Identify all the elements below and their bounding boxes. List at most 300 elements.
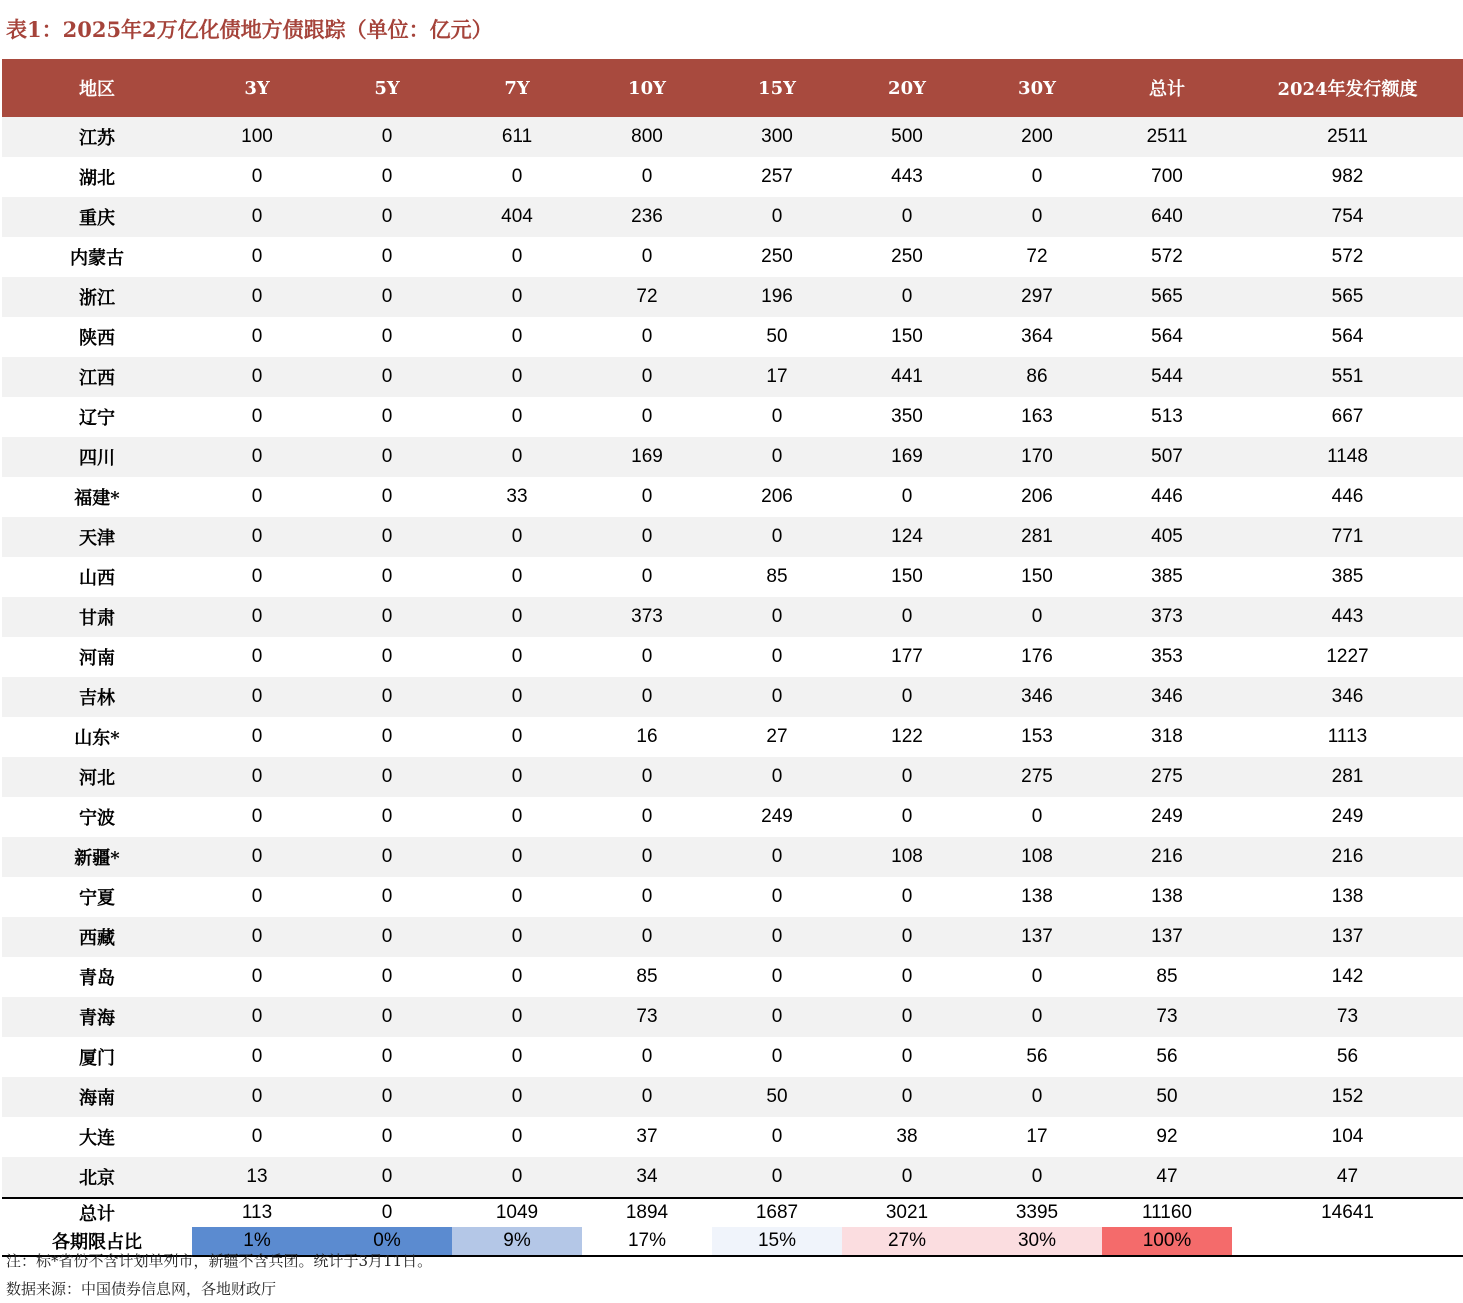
value-cell: 108 xyxy=(842,837,972,877)
value-cell: 0 xyxy=(582,837,712,877)
value-cell: 0 xyxy=(452,1157,582,1198)
value-cell: 73 xyxy=(1232,997,1463,1037)
value-cell: 0 xyxy=(582,237,712,277)
value-cell: 0 xyxy=(322,477,452,517)
value-cell: 0 xyxy=(192,757,322,797)
value-cell: 564 xyxy=(1102,317,1232,357)
value-cell: 236 xyxy=(582,197,712,237)
value-cell: 443 xyxy=(842,157,972,197)
total-cell: 3021 xyxy=(842,1198,972,1227)
value-cell: 124 xyxy=(842,517,972,557)
value-cell: 150 xyxy=(972,557,1102,597)
value-cell: 0 xyxy=(192,717,322,757)
value-cell: 137 xyxy=(972,917,1102,957)
total-cell: 11160 xyxy=(1102,1198,1232,1227)
value-cell: 170 xyxy=(972,437,1102,477)
total-row xyxy=(2,1198,1463,1227)
value-cell: 0 xyxy=(712,757,842,797)
value-cell: 1227 xyxy=(1232,637,1463,677)
value-cell: 0 xyxy=(842,877,972,917)
value-cell: 0 xyxy=(842,917,972,957)
total-cell: 1894 xyxy=(582,1198,712,1227)
value-cell: 0 xyxy=(192,1037,322,1077)
value-cell: 346 xyxy=(972,677,1102,717)
value-cell: 0 xyxy=(192,317,322,357)
value-cell: 0 xyxy=(712,1117,842,1157)
value-cell: 0 xyxy=(842,797,972,837)
value-cell: 0 xyxy=(322,877,452,917)
value-cell: 0 xyxy=(582,517,712,557)
value-cell: 0 xyxy=(452,597,582,637)
share-cell: 30% xyxy=(972,1227,1102,1256)
value-cell: 0 xyxy=(192,837,322,877)
value-cell: 0 xyxy=(452,357,582,397)
value-cell: 0 xyxy=(842,477,972,517)
total-cell: 1049 xyxy=(452,1198,582,1227)
table-row xyxy=(2,1117,1463,1157)
value-cell: 0 xyxy=(842,1077,972,1117)
region-cell: 吉林 xyxy=(2,677,192,717)
value-cell: 108 xyxy=(972,837,1102,877)
value-cell: 56 xyxy=(1232,1037,1463,1077)
table-row xyxy=(2,837,1463,877)
value-cell: 0 xyxy=(582,477,712,517)
value-cell: 640 xyxy=(1102,197,1232,237)
value-cell: 0 xyxy=(322,517,452,557)
value-cell: 38 xyxy=(842,1117,972,1157)
value-cell: 50 xyxy=(712,317,842,357)
table-title: 表1：2025年2万亿化债地方债跟踪（单位：亿元） xyxy=(6,17,493,42)
value-cell: 1148 xyxy=(1232,437,1463,477)
value-cell: 513 xyxy=(1102,397,1232,437)
value-cell: 200 xyxy=(972,117,1102,157)
value-cell: 72 xyxy=(582,277,712,317)
value-cell: 0 xyxy=(322,677,452,717)
value-cell: 150 xyxy=(842,557,972,597)
value-cell: 0 xyxy=(452,957,582,997)
region-cell: 四川 xyxy=(2,437,192,477)
table-row xyxy=(2,517,1463,557)
table-body xyxy=(2,117,1463,1256)
value-cell: 275 xyxy=(972,757,1102,797)
value-cell: 138 xyxy=(1232,877,1463,917)
value-cell: 0 xyxy=(452,277,582,317)
region-cell: 陕西 xyxy=(2,317,192,357)
bond-tracking-table xyxy=(2,59,1463,1257)
value-cell: 0 xyxy=(842,757,972,797)
region-cell: 河北 xyxy=(2,757,192,797)
value-cell: 0 xyxy=(972,957,1102,997)
value-cell: 33 xyxy=(452,477,582,517)
value-cell: 281 xyxy=(972,517,1102,557)
value-cell: 85 xyxy=(582,957,712,997)
value-cell: 85 xyxy=(712,557,842,597)
value-cell: 47 xyxy=(1232,1157,1463,1198)
value-cell: 275 xyxy=(1102,757,1232,797)
region-cell: 江苏 xyxy=(2,117,192,157)
value-cell: 0 xyxy=(972,1157,1102,1198)
value-cell: 0 xyxy=(322,957,452,997)
value-cell: 982 xyxy=(1232,157,1463,197)
value-cell: 572 xyxy=(1232,237,1463,277)
table-row xyxy=(2,157,1463,197)
value-cell: 137 xyxy=(1232,917,1463,957)
value-cell: 0 xyxy=(192,797,322,837)
value-cell: 281 xyxy=(1232,757,1463,797)
value-cell: 216 xyxy=(1232,837,1463,877)
value-cell: 142 xyxy=(1232,957,1463,997)
value-cell: 0 xyxy=(322,797,452,837)
value-cell: 250 xyxy=(712,237,842,277)
value-cell: 0 xyxy=(452,317,582,357)
value-cell: 0 xyxy=(712,877,842,917)
value-cell: 0 xyxy=(972,997,1102,1037)
value-cell: 318 xyxy=(1102,717,1232,757)
value-cell: 565 xyxy=(1102,277,1232,317)
value-cell: 0 xyxy=(972,1077,1102,1117)
value-cell: 0 xyxy=(712,837,842,877)
value-cell: 257 xyxy=(712,157,842,197)
table-row xyxy=(2,797,1463,837)
value-cell: 0 xyxy=(712,677,842,717)
value-cell: 206 xyxy=(972,477,1102,517)
value-cell: 0 xyxy=(452,757,582,797)
column-header: 15Y xyxy=(712,59,842,117)
value-cell: 0 xyxy=(322,1037,452,1077)
share-label: 各期限占比 xyxy=(2,1227,192,1256)
value-cell: 0 xyxy=(452,1117,582,1157)
footnote: 注：标*省份不含计划单列市，新疆不含兵团。统计于3月11日。 xyxy=(6,1252,433,1270)
value-cell: 0 xyxy=(452,557,582,597)
value-cell: 300 xyxy=(712,117,842,157)
value-cell: 373 xyxy=(582,597,712,637)
region-cell: 天津 xyxy=(2,517,192,557)
value-cell: 0 xyxy=(322,277,452,317)
region-cell: 辽宁 xyxy=(2,397,192,437)
column-header: 地区 xyxy=(2,59,192,117)
value-cell: 0 xyxy=(842,1157,972,1198)
value-cell: 0 xyxy=(972,197,1102,237)
value-cell: 0 xyxy=(452,1077,582,1117)
table-row xyxy=(2,197,1463,237)
column-header: 30Y xyxy=(972,59,1102,117)
region-cell: 山西 xyxy=(2,557,192,597)
value-cell: 0 xyxy=(192,437,322,477)
value-cell: 177 xyxy=(842,637,972,677)
value-cell: 0 xyxy=(712,997,842,1037)
region-cell: 内蒙古 xyxy=(2,237,192,277)
value-cell: 50 xyxy=(712,1077,842,1117)
value-cell: 150 xyxy=(842,317,972,357)
region-cell: 西藏 xyxy=(2,917,192,957)
total-cell: 14641 xyxy=(1232,1198,1463,1227)
total-cell: 0 xyxy=(322,1198,452,1227)
total-label: 总计 xyxy=(2,1198,192,1227)
total-cell: 113 xyxy=(192,1198,322,1227)
value-cell: 0 xyxy=(322,1157,452,1198)
value-cell: 0 xyxy=(842,957,972,997)
value-cell: 0 xyxy=(192,557,322,597)
value-cell: 73 xyxy=(582,997,712,1037)
value-cell: 572 xyxy=(1102,237,1232,277)
table-row xyxy=(2,717,1463,757)
value-cell: 0 xyxy=(322,997,452,1037)
value-cell: 0 xyxy=(582,637,712,677)
table-row xyxy=(2,957,1463,997)
value-cell: 0 xyxy=(192,277,322,317)
value-cell: 353 xyxy=(1102,637,1232,677)
region-cell: 湖北 xyxy=(2,157,192,197)
column-header: 3Y xyxy=(192,59,322,117)
value-cell: 0 xyxy=(452,717,582,757)
value-cell: 0 xyxy=(192,1117,322,1157)
value-cell: 0 xyxy=(452,837,582,877)
table-row xyxy=(2,1157,1463,1198)
value-cell: 0 xyxy=(582,877,712,917)
value-cell: 0 xyxy=(582,357,712,397)
value-cell: 1113 xyxy=(1232,717,1463,757)
value-cell: 16 xyxy=(582,717,712,757)
value-cell: 0 xyxy=(712,917,842,957)
value-cell: 206 xyxy=(712,477,842,517)
value-cell: 0 xyxy=(842,277,972,317)
value-cell: 0 xyxy=(322,637,452,677)
header-row xyxy=(2,59,1463,117)
value-cell: 50 xyxy=(1102,1077,1232,1117)
region-cell: 山东* xyxy=(2,717,192,757)
value-cell: 0 xyxy=(452,677,582,717)
value-cell: 0 xyxy=(192,397,322,437)
table-row xyxy=(2,917,1463,957)
value-cell: 0 xyxy=(582,557,712,597)
table-row xyxy=(2,677,1463,717)
value-cell: 216 xyxy=(1102,837,1232,877)
value-cell: 385 xyxy=(1232,557,1463,597)
table-row xyxy=(2,477,1463,517)
region-cell: 浙江 xyxy=(2,277,192,317)
region-cell: 海南 xyxy=(2,1077,192,1117)
value-cell: 56 xyxy=(1102,1037,1232,1077)
table-header xyxy=(2,59,1463,117)
value-cell: 385 xyxy=(1102,557,1232,597)
value-cell: 0 xyxy=(582,157,712,197)
share-blank-cell xyxy=(1232,1227,1463,1256)
table-row xyxy=(2,437,1463,477)
data-source: 数据来源：中国债券信息网，各地财政厅 xyxy=(6,1280,277,1298)
value-cell: 163 xyxy=(972,397,1102,437)
region-cell: 厦门 xyxy=(2,1037,192,1077)
value-cell: 0 xyxy=(582,797,712,837)
value-cell: 0 xyxy=(842,597,972,637)
value-cell: 0 xyxy=(582,1037,712,1077)
value-cell: 0 xyxy=(712,197,842,237)
table-row xyxy=(2,277,1463,317)
value-cell: 0 xyxy=(452,997,582,1037)
value-cell: 0 xyxy=(322,397,452,437)
share-cell: 17% xyxy=(582,1227,712,1256)
value-cell: 443 xyxy=(1232,597,1463,637)
value-cell: 0 xyxy=(842,997,972,1037)
column-header: 7Y xyxy=(452,59,582,117)
value-cell: 0 xyxy=(582,757,712,797)
value-cell: 152 xyxy=(1232,1077,1463,1117)
value-cell: 500 xyxy=(842,117,972,157)
value-cell: 0 xyxy=(452,397,582,437)
region-cell: 福建* xyxy=(2,477,192,517)
value-cell: 0 xyxy=(972,597,1102,637)
value-cell: 0 xyxy=(322,317,452,357)
value-cell: 297 xyxy=(972,277,1102,317)
value-cell: 0 xyxy=(842,197,972,237)
value-cell: 250 xyxy=(842,237,972,277)
value-cell: 0 xyxy=(322,197,452,237)
column-header: 5Y xyxy=(322,59,452,117)
value-cell: 0 xyxy=(582,1077,712,1117)
value-cell: 0 xyxy=(322,597,452,637)
table-row xyxy=(2,997,1463,1037)
value-cell: 0 xyxy=(192,877,322,917)
value-cell: 0 xyxy=(322,437,452,477)
value-cell: 0 xyxy=(712,1037,842,1077)
value-cell: 0 xyxy=(712,597,842,637)
total-cell: 3395 xyxy=(972,1198,1102,1227)
table-row xyxy=(2,557,1463,597)
value-cell: 800 xyxy=(582,117,712,157)
value-cell: 0 xyxy=(842,1037,972,1077)
value-cell: 667 xyxy=(1232,397,1463,437)
value-cell: 0 xyxy=(192,1077,322,1117)
value-cell: 17 xyxy=(712,357,842,397)
share-cell: 9% xyxy=(452,1227,582,1256)
value-cell: 34 xyxy=(582,1157,712,1198)
region-cell: 重庆 xyxy=(2,197,192,237)
column-header: 10Y xyxy=(582,59,712,117)
value-cell: 13 xyxy=(192,1157,322,1198)
value-cell: 346 xyxy=(1102,677,1232,717)
value-cell: 138 xyxy=(972,877,1102,917)
value-cell: 37 xyxy=(582,1117,712,1157)
value-cell: 544 xyxy=(1102,357,1232,397)
value-cell: 405 xyxy=(1102,517,1232,557)
region-cell: 甘肃 xyxy=(2,597,192,637)
value-cell: 0 xyxy=(712,637,842,677)
value-cell: 17 xyxy=(972,1117,1102,1157)
value-cell: 73 xyxy=(1102,997,1232,1037)
value-cell: 85 xyxy=(1102,957,1232,997)
value-cell: 196 xyxy=(712,277,842,317)
value-cell: 56 xyxy=(972,1037,1102,1077)
value-cell: 0 xyxy=(712,397,842,437)
value-cell: 0 xyxy=(192,997,322,1037)
value-cell: 0 xyxy=(322,837,452,877)
value-cell: 2511 xyxy=(1102,117,1232,157)
table-row xyxy=(2,117,1463,157)
value-cell: 0 xyxy=(452,157,582,197)
table-row xyxy=(2,357,1463,397)
value-cell: 0 xyxy=(582,677,712,717)
value-cell: 0 xyxy=(192,157,322,197)
value-cell: 0 xyxy=(582,917,712,957)
table-row xyxy=(2,637,1463,677)
value-cell: 249 xyxy=(712,797,842,837)
value-cell: 0 xyxy=(582,317,712,357)
value-cell: 100 xyxy=(192,117,322,157)
value-cell: 122 xyxy=(842,717,972,757)
region-cell: 青海 xyxy=(2,997,192,1037)
value-cell: 0 xyxy=(322,1077,452,1117)
share-cell: 100% xyxy=(1102,1227,1232,1256)
table-row xyxy=(2,237,1463,277)
value-cell: 153 xyxy=(972,717,1102,757)
share-cell: 0% xyxy=(322,1227,452,1256)
value-cell: 0 xyxy=(452,797,582,837)
value-cell: 754 xyxy=(1232,197,1463,237)
value-cell: 565 xyxy=(1232,277,1463,317)
value-cell: 249 xyxy=(1102,797,1232,837)
value-cell: 446 xyxy=(1102,477,1232,517)
table-row xyxy=(2,877,1463,917)
value-cell: 249 xyxy=(1232,797,1463,837)
value-cell: 176 xyxy=(972,637,1102,677)
value-cell: 0 xyxy=(192,677,322,717)
share-cell: 27% xyxy=(842,1227,972,1256)
table-row xyxy=(2,1077,1463,1117)
value-cell: 0 xyxy=(452,517,582,557)
region-cell: 北京 xyxy=(2,1157,192,1198)
value-cell: 0 xyxy=(192,517,322,557)
region-cell: 新疆* xyxy=(2,837,192,877)
value-cell: 564 xyxy=(1232,317,1463,357)
value-cell: 72 xyxy=(972,237,1102,277)
value-cell: 2511 xyxy=(1232,117,1463,157)
value-cell: 0 xyxy=(192,237,322,277)
value-cell: 169 xyxy=(842,437,972,477)
value-cell: 0 xyxy=(712,957,842,997)
value-cell: 507 xyxy=(1102,437,1232,477)
value-cell: 138 xyxy=(1102,877,1232,917)
value-cell: 446 xyxy=(1232,477,1463,517)
value-cell: 0 xyxy=(192,637,322,677)
region-cell: 宁波 xyxy=(2,797,192,837)
value-cell: 0 xyxy=(192,477,322,517)
value-cell: 0 xyxy=(192,357,322,397)
value-cell: 92 xyxy=(1102,1117,1232,1157)
value-cell: 700 xyxy=(1102,157,1232,197)
value-cell: 0 xyxy=(452,237,582,277)
value-cell: 0 xyxy=(712,437,842,477)
value-cell: 551 xyxy=(1232,357,1463,397)
value-cell: 0 xyxy=(452,637,582,677)
value-cell: 0 xyxy=(322,717,452,757)
table-row xyxy=(2,1037,1463,1077)
value-cell: 0 xyxy=(452,1037,582,1077)
region-cell: 大连 xyxy=(2,1117,192,1157)
value-cell: 169 xyxy=(582,437,712,477)
table-row xyxy=(2,397,1463,437)
value-cell: 0 xyxy=(452,917,582,957)
value-cell: 0 xyxy=(712,1157,842,1198)
table-row xyxy=(2,317,1463,357)
column-header: 总计 xyxy=(1102,59,1232,117)
region-cell: 青岛 xyxy=(2,957,192,997)
value-cell: 0 xyxy=(972,157,1102,197)
total-cell: 1687 xyxy=(712,1198,842,1227)
column-header: 20Y xyxy=(842,59,972,117)
value-cell: 0 xyxy=(452,877,582,917)
value-cell: 611 xyxy=(452,117,582,157)
share-cell: 15% xyxy=(712,1227,842,1256)
value-cell: 346 xyxy=(1232,677,1463,717)
